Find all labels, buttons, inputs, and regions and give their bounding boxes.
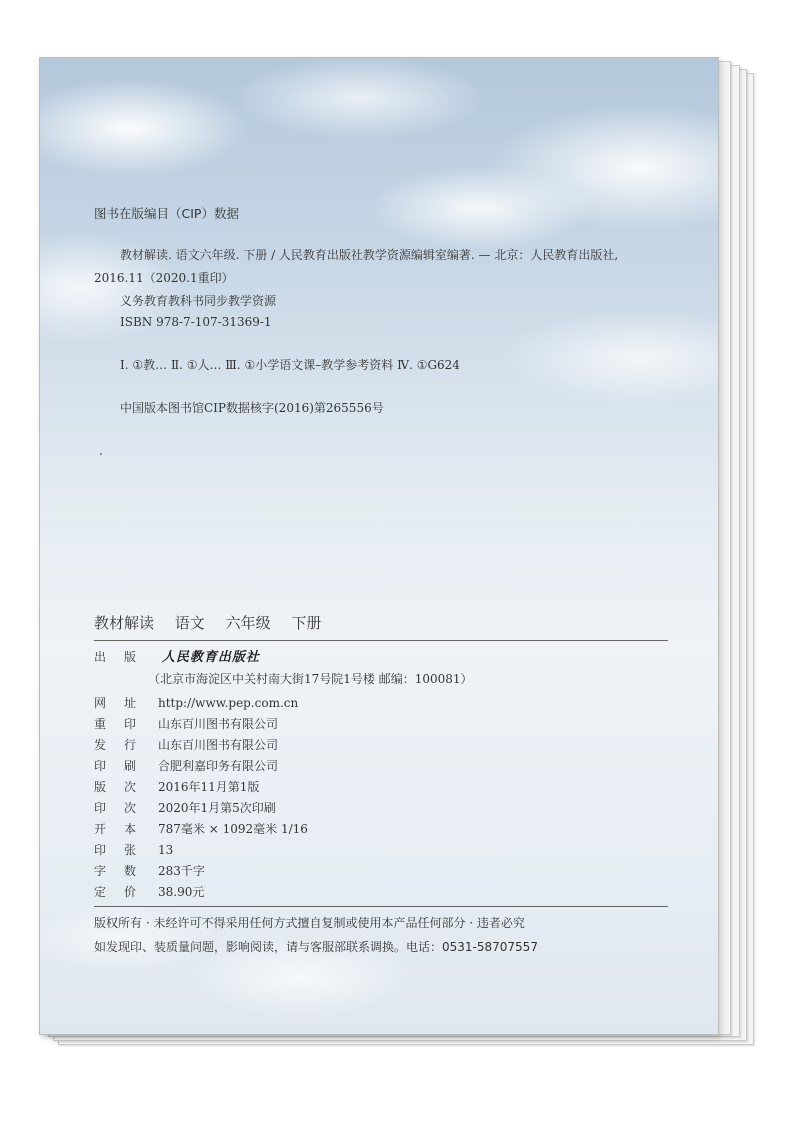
colophon-row-edition: 版 次 2016年11月第1版 (94, 780, 260, 794)
publisher-logo: 人民教育出版社 (161, 650, 260, 665)
colophon-row-impression: 印 次 2020年1月第5次印刷 (94, 801, 276, 815)
colophon-row-sheets: 印 张 13 (94, 843, 174, 857)
colophon-row-distribution: 发 行 山东百川图书有限公司 (94, 738, 279, 752)
cip-classification: Ⅰ. ①教… Ⅱ. ①人… Ⅲ. ①小学语文课–教学参考资料 Ⅳ. ①G624 (120, 358, 460, 372)
divider-top (94, 640, 668, 641)
divider-bottom (94, 906, 668, 907)
colophon-row-price: 定 价 38.90元 (94, 885, 205, 899)
colophon-row-publisher (94, 648, 260, 666)
copyright-notice: 版权所有 · 未经许可不得采用任何方式擅自复制或使用本产品任何部分 · 违者必究 (94, 916, 525, 930)
speck (100, 453, 102, 455)
cip-title: 图书在版编目（CIP）数据 (94, 206, 239, 221)
colophon-row-website: 网 址 http://www.pep.com.cn (94, 696, 299, 710)
colophon-row-reprint: 重 印 山东百川图书有限公司 (94, 717, 279, 731)
cip-isbn: ISBN 978-7-107-31369-1 (120, 315, 272, 329)
cip-series: 义务教育教科书同步教学资源 (120, 294, 277, 308)
colophon-row-wordcount: 字 数 283千字 (94, 864, 205, 878)
colophon-address: （北京市海淀区中关村南大街17号院1号楼 邮编：100081） (148, 672, 473, 686)
cip-number: 中国版本图书馆CIP数据核字(2016)第265556号 (120, 401, 384, 415)
colophon-row-printing: 印 刷 合肥利嘉印务有限公司 (94, 759, 279, 773)
book-title-part: 六年级 (225, 614, 271, 632)
cip-line-2: 2016.11（2020.1重印） (94, 271, 234, 285)
row-label: 出 版 (94, 650, 137, 664)
quality-contact: 如发现印、装质量问题，影响阅读，请与客服部联系调换。电话：0531-58707557 (94, 940, 538, 954)
book-title (94, 612, 337, 633)
cip-line-1: 教材解读. 语文六年级. 下册 / 人民教育出版社教学资源编辑室编著. — 北京：人民教育出版社, (120, 248, 619, 262)
book-title-part: 下册 (291, 614, 322, 632)
colophon-row-format: 开 本 787毫米 × 1092毫米 1/16 (94, 822, 308, 836)
book-title-part: 教材解读 (94, 614, 155, 632)
copyright-page (39, 57, 719, 1035)
book-title-part: 语文 (174, 614, 205, 632)
